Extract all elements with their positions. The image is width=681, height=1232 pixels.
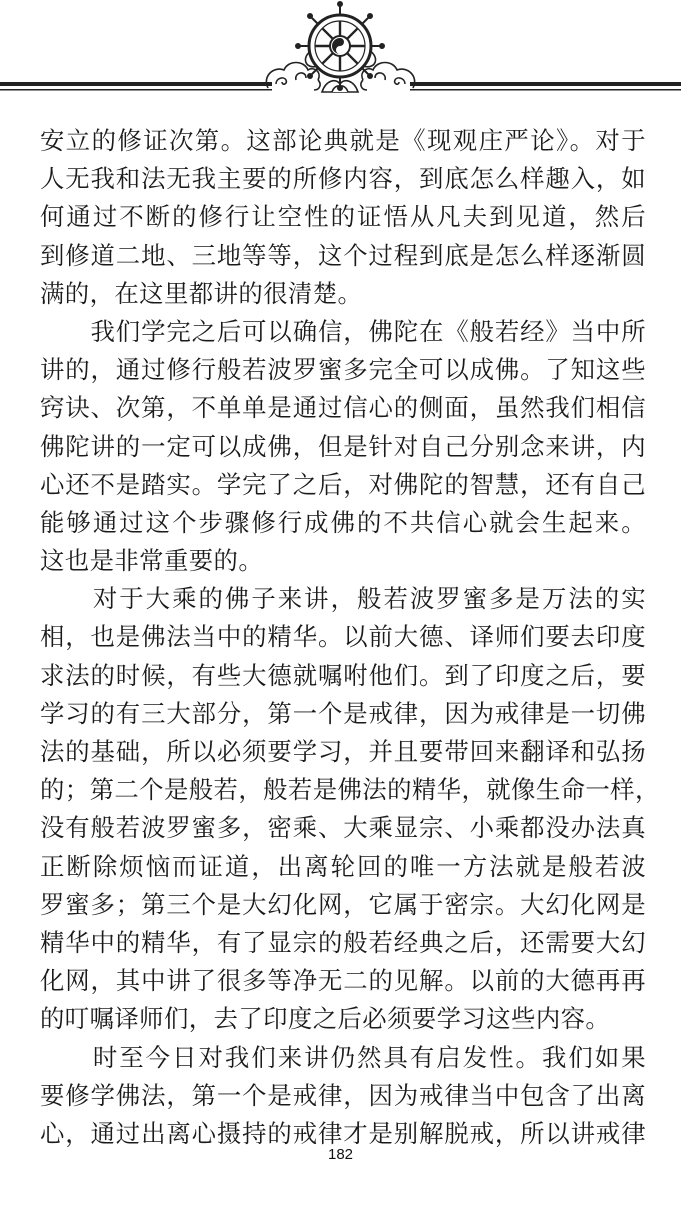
text-line: 讲的，通过修行般若波罗蜜多完全可以成佛。了知这些 xyxy=(40,355,646,385)
text-line: 求法的时候，有些大德就嘱咐他们。到了印度之后，要 xyxy=(40,660,646,690)
text-line: 人无我和法无我主要的所修内容，到底怎么样趣入，如 xyxy=(40,164,646,194)
text-line: 满的，在这里都讲的很清楚。 xyxy=(40,278,363,308)
header-ornament-graphic xyxy=(0,0,681,110)
dharma-wheel-icon xyxy=(295,1,385,91)
page-number: 182 xyxy=(327,1146,354,1163)
text-line: 学习的有三大部分，第一个是戒律，因为戒律是一切佛 xyxy=(40,698,646,728)
text-line: 的叮嘱译师们，去了印度之后必须要学习这些内容。 xyxy=(40,1004,611,1034)
text-line: 罗蜜多；第三个是大幻化网，它属于密宗。大幻化网是 xyxy=(40,889,646,919)
text-line: 要修学佛法，第一个是戒律，因为戒律当中包含了出离 xyxy=(40,1080,646,1110)
text-line: 正断除烦恼而证道，出离轮回的唯一方法就是般若波 xyxy=(40,851,646,881)
text-line: 佛陀讲的一定可以成佛，但是针对自己分别念来讲，内 xyxy=(40,431,646,461)
text-line: 到修道二地、三地等等，这个过程到底是怎么样逐渐圆 xyxy=(40,240,646,270)
text-line: 没有般若波罗蜜多，密乘、大乘显宗、小乘都没办法真 xyxy=(40,813,646,843)
text-line: 的；第二个是般若，般若是佛法的精华，就像生命一样， xyxy=(40,775,660,805)
body-text xyxy=(40,122,660,1153)
text-line: 对于大乘的佛子来讲，般若波罗蜜多是万法的实 xyxy=(40,584,646,614)
text-line: 能够通过这个步骤修行成佛的不共信心就会生起来。 xyxy=(40,507,646,537)
text-line: 这也是非常重要的。 xyxy=(40,546,264,576)
text-line: 时至今日对我们来讲仍然具有启发性。我们如果 xyxy=(40,1042,646,1072)
text-line: 相，也是佛法当中的精华。以前大德、译师们要去印度 xyxy=(40,622,646,652)
text-line: 何通过不断的修行让空性的证悟从凡夫到见道，然后 xyxy=(40,202,646,232)
text-line: 安立的修证次第。这部论典就是《现观庄严论》。对于 xyxy=(40,126,646,155)
page-header-ornament xyxy=(0,0,681,110)
text-line: 心还不是踏实。学完了之后，对佛陀的智慧，还有自己 xyxy=(40,469,646,499)
text-line: 化网，其中讲了很多等净无二的见解。以前的大德再再 xyxy=(40,966,646,996)
text-line: 精华中的精华，有了显宗的般若经典之后，还需要大幻 xyxy=(40,927,646,957)
text-line: 窍诀、次第，不单单是通过信心的侧面，虽然我们相信 xyxy=(40,393,646,423)
text-line: 我们学完之后可以确信，佛陀在《般若经》当中所 xyxy=(40,316,646,346)
text-line: 法的基础，所以必须要学习，并且要带回来翻译和弘扬 xyxy=(40,737,646,766)
text-line: 心，通过出离心摄持的戒律才是别解脱戒，所以讲戒律 xyxy=(40,1118,646,1148)
